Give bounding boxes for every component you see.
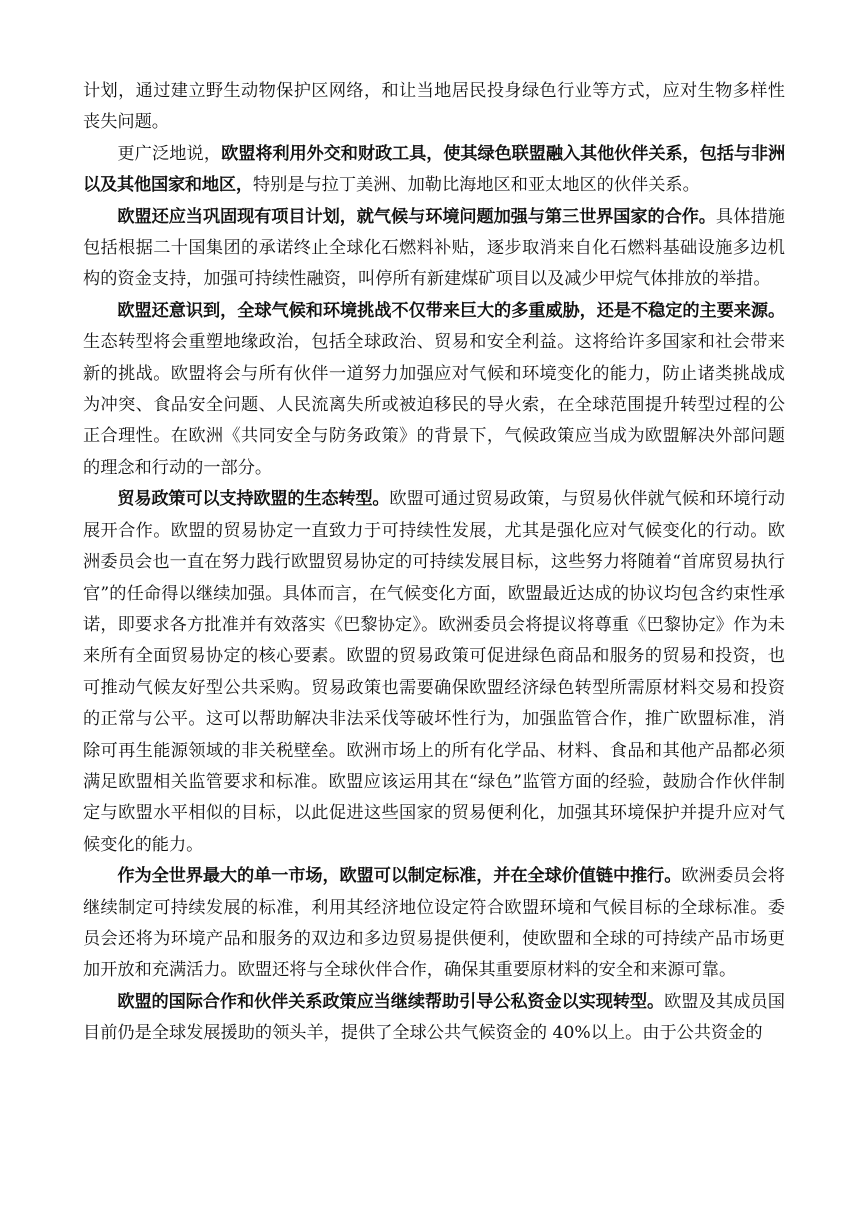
paragraph-2-text: 特别是与拉丁美洲、加勒比海地区和亚太地区的伙伴关系。 (252, 175, 700, 196)
paragraph-3-text: 具体措施包括根据二十国集团的承诺终止全球化石燃料补贴，逐步取消来自化石燃料基础设施多边机构的资金支持，加强可持续性融资，叫停所有新建煤矿项目以及减少甲烷气体排放的举措。 (83, 206, 785, 290)
paragraph-3 (83, 202, 785, 296)
paragraph-7-text: 欧盟及其成员国目前仍是全球发展援助的领头羊，提供了全球公共气候资金的 40%以上。由于公共资金的 (83, 991, 785, 1044)
paragraph-7 (83, 987, 785, 1050)
paragraph-4-text: 生态转型将会重塑地缘政治，包括全球政治、贸易和安全利益。这将给许多国家和社会带来新的挑战。欧盟将会与所有伙伴一道努力加强应对气候和环境变化的能力，防止诸类挑战成为冲突、食品安全问题、人民流离失所或被迫移民的导火索，在全球范围提升转型过程的公正合理性。在欧洲《共同安全与防务政策》的背景下，气候政策应当成为欧盟解决外部问题的理念和行动的一部分。 (83, 332, 785, 478)
paragraph-2-bold: 欧盟将利用外交和财政工具，使其绿色联盟融入其他伙伴关系，包括与非洲以及其他国家和地区， (83, 143, 785, 196)
paragraph-4 (83, 296, 785, 484)
paragraph-6-bold: 作为全世界最大的单一市场，欧盟可以制定标准，并在全球价值链中推行。 (117, 866, 682, 887)
paragraph-2 (83, 139, 785, 202)
paragraph-5-bold: 贸易政策可以支持欧盟的生态转型。 (117, 489, 390, 510)
paragraph-5-text: 欧盟可通过贸易政策，与贸易伙伴就气候和环境行动展开合作。欧盟的贸易协定一直致力于可持续性发展，尤其是强化应对气候变化的行动。欧洲委员会也一直在努力践行欧盟贸易协定的可持续发展目标，这些努力将随着“首席贸易执行官”的任命得以继续加强。具体而言，在气候变化方面，欧盟最近达成的协议均包含约束性承诺，即要求各方批准并有效落实《巴黎协定》。欧洲委员会将提议将尊重《巴黎协定》作为未来所有全面贸易协定的核心要素。欧盟的贸易政策可促进绿色商品和服务的贸易和投资，也可推动气候友好型公共采购。贸易政策也需要确保欧盟经济绿色转型所需原材料交易和投资的正常与公平。这可以帮助解决非法采伐等破坏性行为，加强监管合作，推广欧盟标准，消除可再生能源领域的非关税壁垒。欧洲市场上的所有化学品、材料、食品和其他产品都必须满足欧盟相关监管要求和标准。欧盟应该运用其在“绿色”监管方面的经验，鼓励合作伙伴制定与欧盟水平相似的目标，以此促进这些国家的贸易便利化，加强其环境保护并提升应对气候变化的能力。 (83, 489, 785, 855)
paragraph-6 (83, 861, 785, 987)
document-page (83, 76, 785, 1050)
paragraph-5 (83, 484, 785, 861)
paragraph-3-bold: 欧盟还应当巩固现有项目计划，就气候与环境问题加强与第三世界国家的合作。 (117, 206, 716, 227)
paragraph-1-text: 计划，通过建立野生动物保护区网络，和让当地居民投身绿色行业等方式，应对生物多样性丧失问题。 (83, 81, 785, 133)
paragraph-7-bold: 欧盟的国际合作和伙伴关系政策应当继续帮助引导公私资金以实现转型。 (117, 991, 665, 1012)
paragraph-1 (83, 76, 785, 139)
paragraph-6-text: 欧洲委员会将继续制定可持续发展的标准，利用其经济地位设定符合欧盟环境和气候目标的全球标准。委员会还将为环境产品和服务的双边和多边贸易提供便利，使欧盟和全球的可持续产品市场更加开放和充满活力。欧盟还将与全球伙伴合作，确保其重要原材料的安全和来源可靠。 (83, 866, 785, 981)
paragraph-4-bold: 欧盟还意识到，全球气候和环境挑战不仅带来巨大的多重威胁，还是不稳定的主要来源。 (117, 300, 785, 321)
paragraph-2-lead: 更广泛地说， (117, 143, 222, 164)
